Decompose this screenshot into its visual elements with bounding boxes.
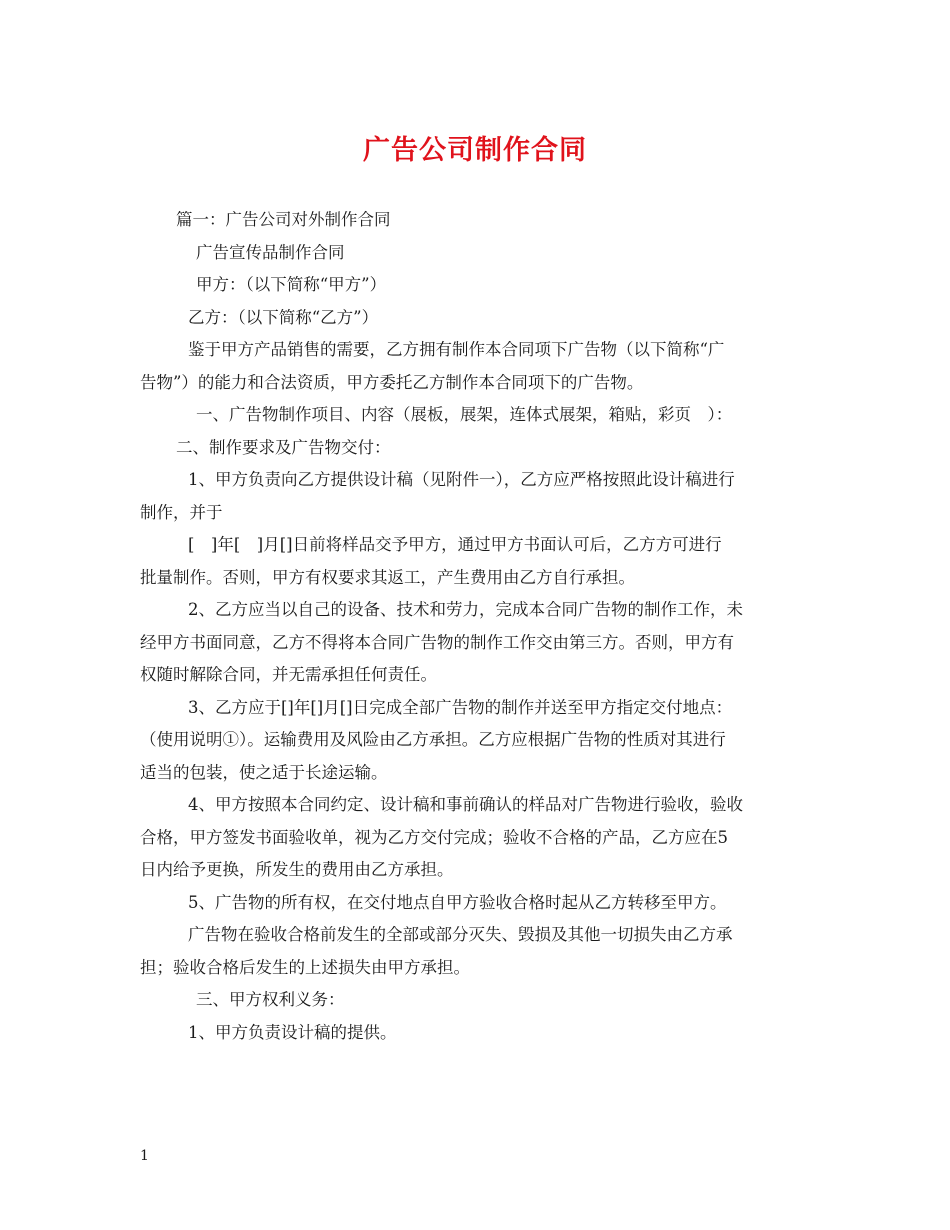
text-line: 一、广告物制作项目、内容（展板，展架，连体式展架，箱贴，彩页 ）： <box>196 405 733 424</box>
text-line: 1、甲方负责向乙方提供设计稿（见附件一），乙方应严格按照此设计稿进行 <box>188 470 735 489</box>
text-line: 合格，甲方签发书面验收单，视为乙方交付完成；验收不合格的产品，乙方应在5 <box>140 827 728 847</box>
text-line: 制作，并于 <box>140 502 223 522</box>
text-line: 日内给予更换，所发生的费用由乙方承担。 <box>140 860 454 879</box>
text-line: 鉴于甲方产品销售的需要，乙方拥有制作本合同项下广告物（以下简称“广 <box>188 340 725 359</box>
text-line: 广告物在验收合格前发生的全部或部分灭失、毁损及其他一切损失由乙方承 <box>188 925 733 944</box>
text-line: 权随时解除合同，并无需承担任何责任。 <box>140 665 437 684</box>
text-line: 广告宣传品制作合同 <box>196 242 345 262</box>
text-line: 三、甲方权利义务： <box>196 990 345 1009</box>
document-title: 广告公司制作合同 <box>363 135 587 166</box>
page-number: 1 <box>140 1148 149 1164</box>
text-line: 1、甲方负责设计稿的提供。 <box>188 1022 397 1042</box>
text-line: 3、乙方应于[]年[]月[]日完成全部广告物的制作并送至甲方指定交付地点： <box>188 697 733 717</box>
text-line: 4、甲方按照本合同约定、设计稿和事前确认的样品对广告物进行验收，验收 <box>188 795 743 814</box>
text-line: 甲方：（以下简称“甲方”） <box>196 275 387 294</box>
document-body <box>140 204 814 1049</box>
text-line: 担；验收合格后发生的上述损失由甲方承担。 <box>140 957 470 977</box>
text-line: 二、制作要求及广告物交付： <box>176 437 391 457</box>
text-line: 5、广告物的所有权，在交付地点自甲方验收合格时起从乙方转移至甲方。 <box>188 892 727 912</box>
text-line: 经甲方书面同意，乙方不得将本合同广告物的制作工作交由第三方。否则，甲方有 <box>140 632 734 652</box>
text-line: （使用说明①）。运输费用及风险由乙方承担。乙方应根据广告物的性质对其进行 <box>140 730 726 749</box>
text-line: 乙方：（以下简称“乙方”） <box>188 307 379 327</box>
text-line: [ ]年[ ]月[]日前将样品交予甲方，通过甲方书面认可后，乙方方可进行 <box>188 535 722 554</box>
text-line: 告物”）的能力和合法资质，甲方委托乙方制作本合同项下的广告物。 <box>140 372 644 392</box>
text-line: 2、乙方应当以自己的设备、技术和劳力，完成本合同广告物的制作工作，未 <box>188 600 743 619</box>
text-line: 适当的包装，使之适于长途运输。 <box>140 762 388 782</box>
text-line: 篇一：广告公司对外制作合同 <box>176 210 391 229</box>
text-line: 批量制作。否则，甲方有权要求其返工，产生费用由乙方自行承担。 <box>140 567 635 587</box>
